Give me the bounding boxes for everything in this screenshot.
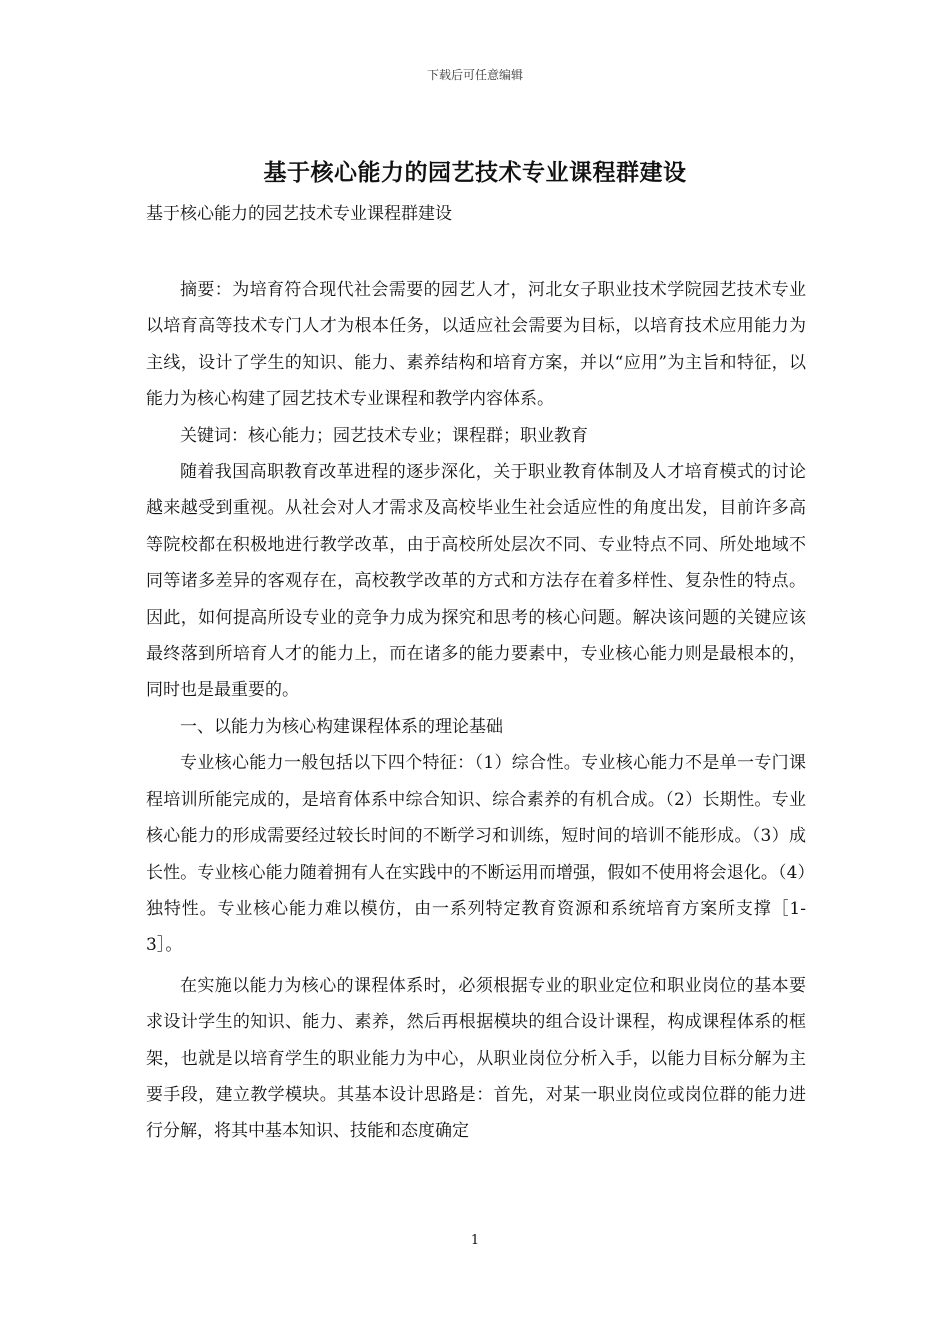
body-paragraph: 随着我国高职教育改革进程的逐步深化，关于职业教育体制及人才培育模式的讨论越来越受到重视。从社会对人才需求及高校毕业生社会适应性的角度出发，目前许多高等院校都在积极地进行教学改革，由于高校所处层次不同、专业特点不同、所处地域不同等诸多差异的客观存在，高校教学改革的方式和方法存在着多样性、复杂性的特点。因此，如何提高所设专业的竞争力成为探究和思考的核心问题。解决该问题的关键应该最终落到所培育人才的能力上，而在诸多的能力要素中，专业核心能力则是最根本的，同时也是最重要的。 (146, 462, 806, 701)
header-note: 下载后可任意编辑 (426, 68, 523, 82)
abstract-paragraph: 摘要：为培育符合现代社会需要的园艺人才，河北女子职业技术学院园艺技术专业以培育高等技术专门人才为根本任务，以适应社会需要为目标，以培育技术应用能力为主线，设计了学生的知识、能力、素养结构和培育方案，并以“应用”为主旨和特征，以能力为核心构建了园艺技术专业课程和教学内容体系。 (146, 280, 806, 410)
document-subtitle: 基于核心能力的园艺技术专业课程群建设 (146, 204, 452, 224)
keywords-paragraph: 关键词：核心能力；园艺技术专业；课程群；职业教育 (180, 425, 588, 446)
body-paragraph: 专业核心能力一般包括以下四个特征：（1）综合性。专业核心能力不是单一专门课程培训所能完成的，是培育体系中综合知识、综合素养的有机合成。（2）长期性。专业核心能力的形成需要经过较长时间的不断学习和训练，短时间的培训不能形成。（3）成长性。专业核心能力随着拥有人在实践中的不断运用而增强，假如不使用将会退化。（4）独特性。专业核心能力难以模仿，由一系列特定教育资源和系统培育方案所支撑［1-3］。 (146, 753, 806, 956)
body-paragraph: 在实施以能力为核心的课程体系时，必须根据专业的职业定位和职业岗位的基本要求设计学生的知识、能力、素养，然后再根据模块的组合设计课程，构成课程体系的框架，也就是以培育学生的职业能力为中心，从职业岗位分析入手，以能力目标分解为主要手段，建立教学模块。其基本设计思路是：首先，对某一职业岗位或岗位群的能力进行分解，将其中基本知识、技能和态度确定 (146, 975, 806, 1142)
document-title: 基于核心能力的园艺技术专业课程群建设 (263, 159, 687, 186)
section-heading: 一、以能力为核心构建课程体系的理论基础 (180, 716, 503, 737)
document-body (146, 272, 806, 1150)
page-number: 1 (470, 1233, 480, 1248)
